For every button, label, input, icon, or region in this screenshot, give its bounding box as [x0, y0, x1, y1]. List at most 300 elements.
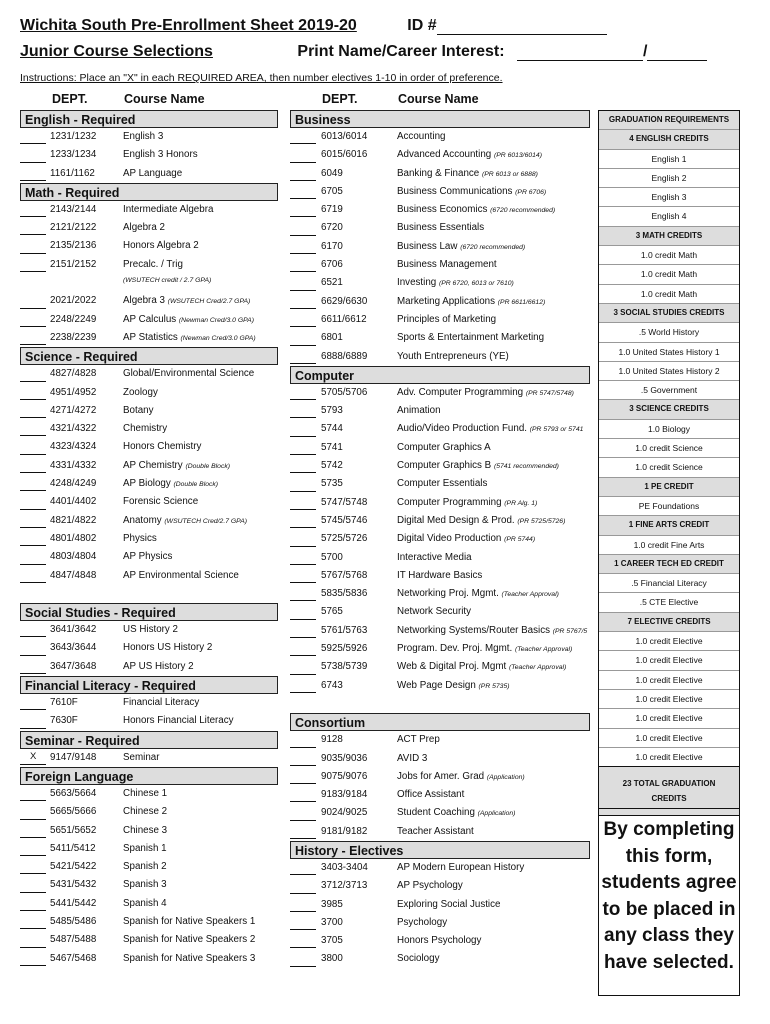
course-row [290, 402, 590, 420]
course-prereq-note: (Newman Cred/3.0 GPA) [180, 334, 256, 342]
course-name [123, 806, 167, 817]
selection-blank[interactable] [290, 966, 316, 967]
course-row [290, 219, 590, 237]
selection-blank[interactable] [290, 363, 316, 364]
course-title: Teacher Assistant [397, 825, 474, 837]
grad-requirement: 1.0 credit Elective [599, 708, 739, 727]
course-title: IT Hardware Basics [397, 569, 483, 581]
selection-blank[interactable] [290, 947, 316, 948]
course-code: 5741 [321, 441, 343, 453]
course-row [290, 677, 590, 695]
course-title: Interactive Media [397, 551, 472, 563]
grad-requirement: English 2 [599, 168, 739, 187]
course-name [123, 570, 239, 581]
course-row [290, 439, 590, 457]
course-code: 5793 [321, 405, 343, 417]
course-row [20, 785, 278, 803]
course-title: Networking Systems/Router Basics [397, 624, 550, 636]
course-code: 5700 [321, 551, 343, 563]
course-title: Business Economics [397, 204, 488, 216]
selection-blank[interactable] [290, 765, 316, 766]
id-label: ID # [407, 17, 437, 34]
course-row [290, 146, 590, 164]
course-name [123, 533, 157, 544]
course-title: Business Essentials [397, 222, 485, 234]
selection-blank[interactable] [290, 162, 316, 163]
course-note-row [20, 274, 278, 292]
course-title: Seminar [123, 751, 160, 763]
selection-blank[interactable] [20, 180, 46, 181]
course-code: 3985 [321, 898, 343, 910]
grad-title: GRADUATION REQUIREMENTS [599, 111, 739, 129]
section-header: Math - Required [20, 183, 278, 201]
course-title: Chemistry [123, 423, 168, 435]
course-row [20, 384, 278, 402]
selection-blank[interactable] [20, 728, 46, 729]
selection-blank[interactable] [20, 143, 46, 144]
course-title: Spanish 3 [123, 879, 167, 891]
course-name [397, 460, 559, 471]
course-title: Zoology [123, 386, 158, 398]
course-title: Computer Graphics A [397, 441, 491, 453]
course-code: 9128 [321, 734, 343, 746]
course-title: AVID 3 [397, 752, 428, 764]
selection-blank[interactable] [290, 290, 316, 291]
course-row [290, 804, 590, 822]
grad-requirement: .5 Financial Literacy [599, 573, 739, 592]
course-code: 5747/5748 [321, 496, 368, 508]
course-row [20, 950, 278, 968]
selection-blank[interactable] [290, 143, 316, 144]
section-header: Consortium [290, 713, 590, 731]
selection-blank[interactable] [20, 454, 46, 455]
course-row [20, 292, 278, 310]
course-prereq-note: (PR 5747/5748) [525, 389, 574, 397]
selection-blank[interactable] [20, 636, 46, 637]
course-code: 3705 [321, 935, 343, 947]
grad-requirement: 1.0 credit Math [599, 245, 739, 264]
section-header: Computer [290, 366, 590, 384]
subtitle-line [20, 43, 707, 61]
agreement-line: this form, [625, 845, 713, 867]
course-row [20, 146, 278, 164]
course-row [290, 859, 590, 877]
course-prereq-note: (PR 5735) [478, 682, 510, 690]
course-prereq-note: (WSUTECH Cred/2.7 GPA) [167, 298, 251, 306]
selection-blank[interactable] [290, 600, 316, 601]
grad-requirement: 1.0 credit Fine Arts [599, 535, 739, 554]
course-name [397, 387, 574, 398]
course-row [20, 931, 278, 949]
course-name [397, 625, 587, 636]
course-name [123, 861, 167, 872]
course-name [397, 423, 583, 434]
course-title: AP Calculus [123, 313, 177, 325]
selection-blank[interactable] [20, 764, 46, 765]
course-row [20, 694, 278, 712]
course-code: 6706 [321, 259, 343, 271]
course-row [290, 165, 590, 183]
course-name [397, 241, 525, 252]
course-title: Spanish 1 [123, 842, 167, 854]
selection-blank[interactable] [290, 326, 316, 327]
course-prereq-note: (Teacher Approval) [501, 591, 559, 599]
selection-blank[interactable] [20, 582, 46, 583]
course-name [123, 624, 178, 635]
agreement-box [598, 808, 740, 996]
selection-blank[interactable] [20, 308, 46, 309]
agreement-line: any class they [604, 925, 734, 946]
selection-blank[interactable] [20, 271, 46, 272]
course-name [397, 899, 500, 910]
selection-blank[interactable] [290, 911, 316, 912]
course-prereq-note: (Teacher Approval) [508, 664, 567, 672]
course-name [123, 168, 182, 179]
selection-blank[interactable] [290, 345, 316, 346]
grad-category: 1 FINE ARTS CREDIT [599, 515, 739, 534]
course-name [123, 898, 167, 909]
selection-blank[interactable] [290, 692, 316, 693]
course-title: Algebra 3 [123, 295, 165, 307]
course-title: Chinese 1 [123, 787, 168, 799]
course-row [20, 567, 278, 585]
agreement-line: to be placed in [602, 898, 736, 920]
agreement-line: By completing [603, 819, 735, 840]
course-row [20, 658, 278, 676]
selection-blank[interactable] [20, 326, 46, 327]
course-row [290, 823, 590, 841]
course-prereq-note: (5741 recommended) [493, 463, 559, 471]
selection-blank[interactable] [290, 655, 316, 656]
course-title: Honors Algebra 2 [123, 240, 199, 252]
course-name [397, 259, 497, 270]
agreement-line: students agree [601, 872, 737, 893]
course-row [290, 914, 590, 932]
course-code: 6049 [321, 167, 343, 179]
course-code: 7630F [50, 715, 78, 727]
selection-blank[interactable] [20, 399, 46, 400]
selection-blank[interactable] [290, 619, 316, 620]
selection-blank[interactable] [290, 527, 316, 528]
selection-blank[interactable] [20, 819, 46, 820]
course-row [20, 256, 278, 274]
selection-blank[interactable] [20, 892, 46, 893]
course-name [123, 642, 212, 653]
selection-blank[interactable] [20, 965, 46, 966]
selection-blank[interactable] [290, 235, 316, 236]
selection-blank[interactable] [290, 198, 316, 199]
course-code: 6170 [321, 240, 343, 252]
selection-blank[interactable] [290, 417, 316, 418]
course-name [397, 533, 535, 544]
course-prereq-note: (PR 5725/5726) [517, 517, 566, 525]
course-title: AP Physics [123, 551, 173, 563]
selection-blank[interactable] [290, 582, 316, 583]
course-row [290, 567, 590, 585]
selection-blank[interactable] [20, 509, 46, 510]
course-title: Physics [123, 532, 157, 544]
course-code: 6719 [321, 204, 343, 216]
course-code: 6888/6889 [321, 350, 368, 362]
grad-requirement: 1.0 credit Math [599, 284, 739, 303]
selection-blank[interactable] [290, 874, 316, 875]
course-title: Chinese 2 [123, 806, 168, 818]
grad-requirement: 1.0 United States History 2 [599, 361, 739, 380]
course-name [397, 277, 514, 288]
course-prereq-note: (6720 recommended) [460, 243, 526, 251]
grad-requirement: 1.0 credit Science [599, 438, 739, 457]
selection-blank[interactable] [20, 655, 46, 656]
course-code: 5745/5746 [321, 514, 368, 526]
blank-row [290, 695, 590, 713]
course-code: 3712/3713 [321, 880, 368, 892]
course-name [397, 826, 474, 837]
course-prereq-note: (PR 5744) [504, 536, 536, 544]
course-name [397, 680, 510, 691]
selection-blank[interactable] [20, 928, 46, 929]
selection-blank[interactable] [290, 509, 316, 510]
course-title: Adv. Computer Programming [397, 386, 524, 398]
course-row [290, 311, 590, 329]
course-code: 5765 [321, 606, 343, 618]
course-title: Psychology [397, 916, 448, 928]
course-row [290, 786, 590, 804]
course-row [290, 274, 590, 292]
course-row [290, 293, 590, 311]
course-title: Digital Med Design & Prod. [397, 514, 515, 526]
selection-blank[interactable] [290, 674, 316, 675]
selection-blank[interactable] [20, 253, 46, 254]
course-name [397, 588, 559, 599]
course-code: 3700 [321, 916, 343, 928]
selection-blank[interactable] [290, 820, 316, 821]
course-name [123, 916, 255, 927]
course-title: Program. Dev. Proj. Mgmt. [397, 643, 513, 655]
course-title: Business Communications [397, 185, 513, 197]
grad-requirement: 1.0 credit Elective [599, 728, 739, 747]
course-row [290, 348, 590, 366]
course-row [20, 493, 278, 511]
course-row [20, 822, 278, 840]
selection-blank[interactable] [20, 234, 46, 235]
course-code: 4401/4402 [50, 496, 97, 508]
course-row [290, 201, 590, 219]
course-prereq-note: (WSUTECH Cred/2.7 GPA) [164, 517, 247, 525]
course-code: 5835/5836 [321, 588, 368, 600]
course-row [290, 494, 590, 512]
course-code: 5738/5739 [321, 661, 368, 673]
course-name [397, 186, 546, 197]
course-row [20, 329, 278, 347]
selection-blank[interactable] [290, 472, 316, 473]
course-code: 4847/4848 [50, 569, 97, 581]
course-name [397, 222, 484, 233]
selection-blank[interactable] [20, 545, 46, 546]
selection-blank[interactable] [290, 801, 316, 802]
course-code: 3641/3642 [50, 624, 97, 636]
grad-requirement: .5 World History [599, 322, 739, 341]
course-title: Youth Entrepreneurs (YE) [397, 350, 509, 362]
course-name [397, 497, 537, 508]
selection-blank[interactable] [20, 564, 46, 565]
selection-blank[interactable] [20, 855, 46, 856]
grad-requirement: PE Foundations [599, 496, 739, 515]
course-name [123, 788, 167, 799]
section-header: Financial Literacy - Required [20, 676, 278, 694]
grad-category: 1 CAREER TECH ED CREDIT [599, 554, 739, 573]
course-title: Business Law [397, 240, 458, 252]
course-row [20, 858, 278, 876]
course-name [397, 880, 463, 891]
selection-blank[interactable] [20, 472, 46, 473]
selection-blank[interactable] [290, 929, 316, 930]
course-name [397, 935, 481, 946]
course-title: Spanish 2 [123, 861, 167, 873]
course-code: 4271/4272 [50, 404, 97, 416]
course-prereq-note: (Application) [477, 810, 516, 818]
course-title: Animation [397, 405, 441, 417]
course-row [290, 585, 590, 603]
course-row [290, 603, 590, 621]
selection-blank[interactable] [290, 180, 316, 181]
grad-requirement: 1.0 Biology [599, 419, 739, 438]
course-title: US History 2 [123, 624, 178, 636]
course-code: 3643/3644 [50, 642, 97, 654]
course-code: 3403-3404 [321, 861, 368, 873]
course-title: Precalc. / Trig [123, 258, 183, 270]
selection-blank[interactable] [290, 253, 316, 254]
selection-blank[interactable] [20, 709, 46, 710]
course-name [123, 387, 158, 398]
course-title: English 3 Honors [123, 149, 198, 161]
selection-blank[interactable] [20, 873, 46, 874]
course-code: 1231/1232 [50, 131, 97, 142]
grad-requirement: 1.0 credit Elective [599, 670, 739, 689]
id-field[interactable] [437, 34, 607, 35]
course-code: 6013/6014 [321, 131, 368, 142]
course-name [397, 351, 509, 362]
course-name [123, 423, 167, 434]
selection-blank[interactable] [20, 527, 46, 528]
course-name [397, 643, 572, 654]
course-name [397, 661, 566, 672]
course-name [397, 606, 471, 617]
grad-category: 4 ENGLISH CREDITS [599, 129, 739, 148]
selection-blank[interactable] [20, 435, 46, 436]
course-title: Audio/Video Production Fund. [397, 423, 527, 435]
selection-blank[interactable] [290, 893, 316, 894]
course-code: 9024/9025 [321, 807, 368, 819]
course-code: 5663/5664 [50, 787, 97, 799]
selection-blank[interactable] [290, 838, 316, 839]
course-code: 4821/4822 [50, 514, 97, 526]
course-name [123, 953, 255, 964]
course-name [123, 314, 254, 325]
selection-blank[interactable] [290, 747, 316, 748]
course-row [290, 877, 590, 895]
course-code: 4321/4322 [50, 423, 97, 435]
course-code: 4803/4804 [50, 551, 97, 563]
course-title: Computer Essentials [397, 478, 488, 490]
course-prereq-note: (6720 recommended) [490, 207, 556, 215]
selection-blank[interactable] [290, 308, 316, 309]
selection-blank[interactable] [290, 637, 316, 638]
grad-requirement: 1.0 credit Elective [599, 689, 739, 708]
selection-blank[interactable] [20, 837, 46, 838]
course-name [397, 314, 496, 325]
selection-blank[interactable] [20, 910, 46, 911]
course-row [20, 639, 278, 657]
selection-blank[interactable] [290, 564, 316, 565]
course-name [397, 552, 472, 563]
selection-blank[interactable] [290, 271, 316, 272]
left-course-column [20, 110, 278, 968]
selection-blank[interactable] [20, 673, 46, 674]
selection-blank[interactable] [20, 800, 46, 801]
selection-blank[interactable] [20, 162, 46, 163]
grad-category: 3 SCIENCE CREDITS [599, 399, 739, 418]
course-code: 5925/5926 [321, 643, 368, 655]
course-title: Marketing Applications [397, 295, 496, 307]
course-name [123, 295, 250, 306]
career-field[interactable] [647, 60, 707, 61]
selection-blank[interactable] [20, 381, 46, 382]
course-prereq-note: (PR 6013/6014) [493, 152, 542, 160]
selection-blank[interactable] [290, 399, 316, 400]
course-title: Forensic Science [123, 496, 199, 508]
course-row [20, 895, 278, 913]
course-name [123, 715, 234, 726]
course-name [123, 697, 199, 708]
course-code: 6611/6612 [321, 313, 367, 325]
selection-blank[interactable] [290, 454, 316, 455]
selection-blank[interactable] [290, 491, 316, 492]
selection-blank[interactable] [290, 546, 316, 547]
selection-blank[interactable] [20, 947, 46, 948]
selection-blank[interactable] [290, 216, 316, 217]
course-title: Honors Chemistry [123, 441, 202, 453]
selection-blank[interactable] [20, 344, 46, 345]
selection-blank[interactable] [20, 490, 46, 491]
selection-blank[interactable] [20, 417, 46, 418]
course-title: Networking Proj. Mgmt. [397, 588, 499, 600]
section-header: Science - Required [20, 347, 278, 365]
course-title: Banking & Finance [397, 167, 480, 179]
course-code: 6521 [321, 277, 343, 289]
print-name-label: Print Name/Career Interest: [297, 43, 505, 60]
course-row [290, 768, 590, 786]
course-code: 5744 [321, 423, 343, 435]
course-code: 1233/1234 [50, 149, 97, 161]
name-field[interactable] [517, 60, 643, 61]
course-name [123, 478, 218, 489]
course-name [123, 515, 247, 526]
course-code: 9075/9076 [321, 770, 368, 782]
course-row [290, 512, 590, 530]
selection-blank[interactable] [290, 783, 316, 784]
selection-blank[interactable] [20, 216, 46, 217]
course-row [290, 238, 590, 256]
course-title: Anatomy [123, 514, 162, 526]
selection-blank[interactable] [290, 436, 316, 437]
section-header: History - Electives [290, 841, 590, 859]
course-name [123, 441, 201, 452]
grad-requirement: 1.0 credit Math [599, 264, 739, 283]
course-name [123, 825, 167, 836]
course-title: AP Chemistry [123, 459, 183, 471]
grad-requirement: English 1 [599, 149, 739, 168]
course-title: Computer Graphics B [397, 460, 492, 472]
